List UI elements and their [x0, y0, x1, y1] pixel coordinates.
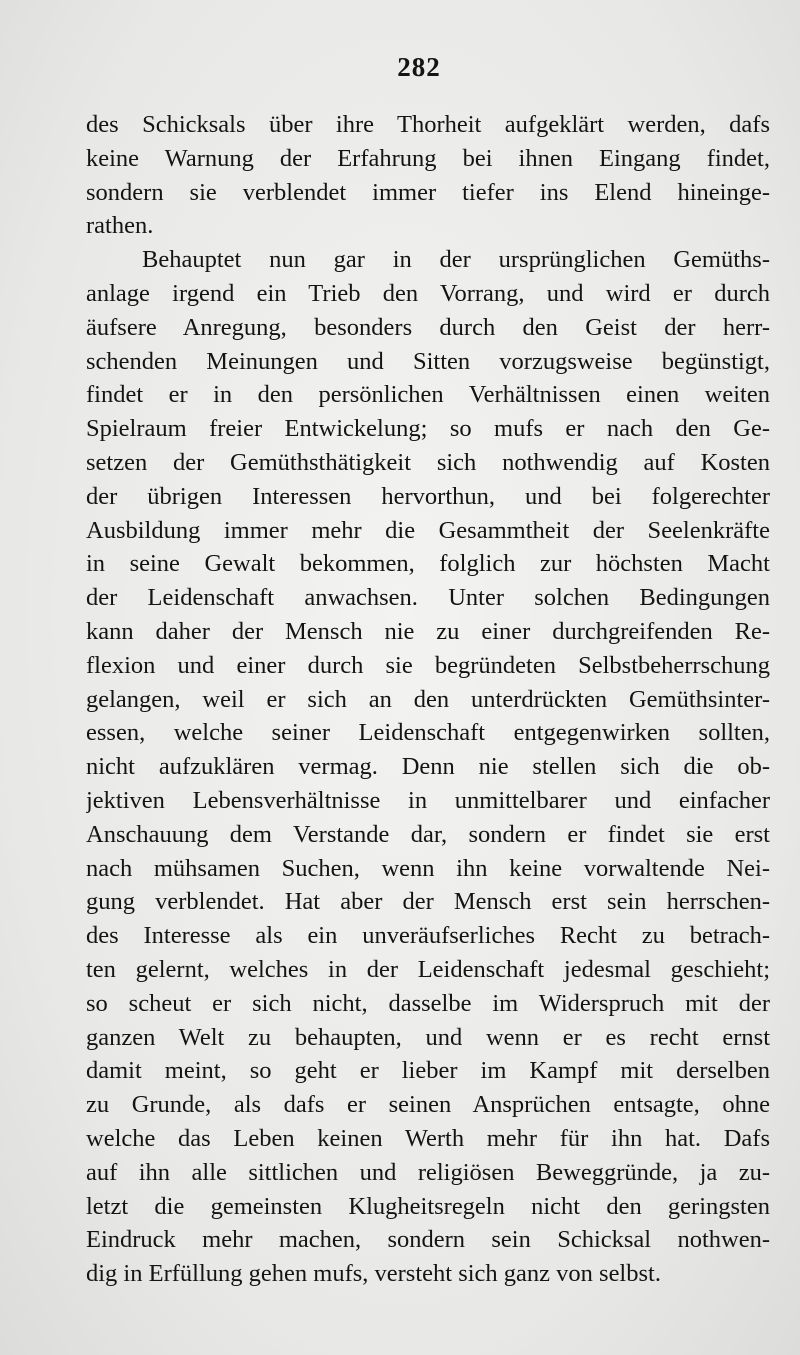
text-line: in seine Gewalt bekommen, folglich zur höchsten Macht	[86, 550, 770, 578]
text-line: auf ihn alle sittlichen und religiösen Beweggründe, ja zu-	[86, 1158, 770, 1186]
text-line: ten gelernt, welches in der Leidenschaft jedesmal geschieht;	[86, 955, 770, 983]
body-text	[86, 108, 770, 1291]
text-line: setzen der Gemüthsthätigkeit sich nothwendig auf Kosten	[86, 448, 770, 476]
text-line: jektiven Lebensverhältnisse in unmittelbarer und einfacher	[86, 786, 770, 814]
text-line: Ausbildung immer mehr die Gesammtheit der Seelenkräfte	[86, 516, 770, 544]
text-line: ganzen Welt zu behaupten, und wenn er es recht ernst	[86, 1023, 770, 1051]
text-line: flexion und einer durch sie begründeten Selbstbeherrschung	[86, 651, 770, 679]
page-number: 282	[397, 52, 441, 82]
text-line: gelangen, weil er sich an den unterdrückten Gemüthsinter-	[86, 685, 770, 713]
text-line: sondern sie verblendet immer tiefer ins Elend hineinge-	[86, 178, 770, 206]
text-line: anlage irgend ein Trieb den Vorrang, und wird er durch	[86, 279, 770, 307]
text-line: nicht aufzuklären vermag. Denn nie stellen sich die ob-	[86, 753, 770, 781]
text-line: des Interesse als ein unveräufserliches Recht zu betrach-	[86, 922, 770, 950]
text-line: der Leidenschaft anwachsen. Unter solchen Bedingungen	[86, 584, 770, 612]
text-line: gung verblendet. Hat aber der Mensch erst sein herrschen-	[86, 888, 770, 916]
text-line: kann daher der Mensch nie zu einer durchgreifenden Re-	[86, 617, 770, 645]
text-line: zu Grunde, als dafs er seinen Ansprüchen entsagte, ohne	[86, 1091, 770, 1119]
text-line: so scheut er sich nicht, dasselbe im Widerspruch mit der	[86, 989, 770, 1017]
text-line: dig in Erfüllung gehen mufs, versteht sich ganz von selbst.	[86, 1260, 661, 1288]
text-line: Anschauung dem Verstande dar, sondern er findet sie erst	[86, 820, 770, 848]
text-line: äufsere Anregung, besonders durch den Geist der herr-	[86, 313, 770, 341]
text-line: damit meint, so geht er lieber im Kampf mit derselben	[86, 1057, 770, 1085]
text-line: des Schicksals über ihre Thorheit aufgeklärt werden, dafs	[86, 111, 770, 138]
text-line: schenden Meinungen und Sitten vorzugsweise begünstigt,	[86, 347, 770, 375]
text-line: nach mühsamen Suchen, wenn ihn keine vorwaltende Nei-	[86, 854, 770, 882]
text-line: welche das Leben keinen Werth mehr für ihn hat. Dafs	[86, 1124, 770, 1152]
text-line: findet er in den persönlichen Verhältnissen einen weiten	[86, 381, 770, 409]
text-line: letzt die gemeinsten Klugheitsregeln nicht den geringsten	[86, 1192, 770, 1220]
text-line: Eindruck mehr machen, sondern sein Schicksal nothwen-	[86, 1226, 770, 1254]
text-line: essen, welche seiner Leidenschaft entgegenwirken sollten,	[86, 719, 770, 747]
text-line: keine Warnung der Erfahrung bei ihnen Eingang findet,	[86, 144, 770, 172]
text-line: Behauptet nun gar in der ursprünglichen Gemüths-	[142, 246, 770, 274]
text-line: Spielraum freier Entwickelung; so mufs er nach den Ge-	[86, 415, 770, 443]
text-line: der übrigen Interessen hervorthun, und bei folgerechter	[86, 482, 770, 510]
text-line: rathen.	[86, 212, 154, 240]
